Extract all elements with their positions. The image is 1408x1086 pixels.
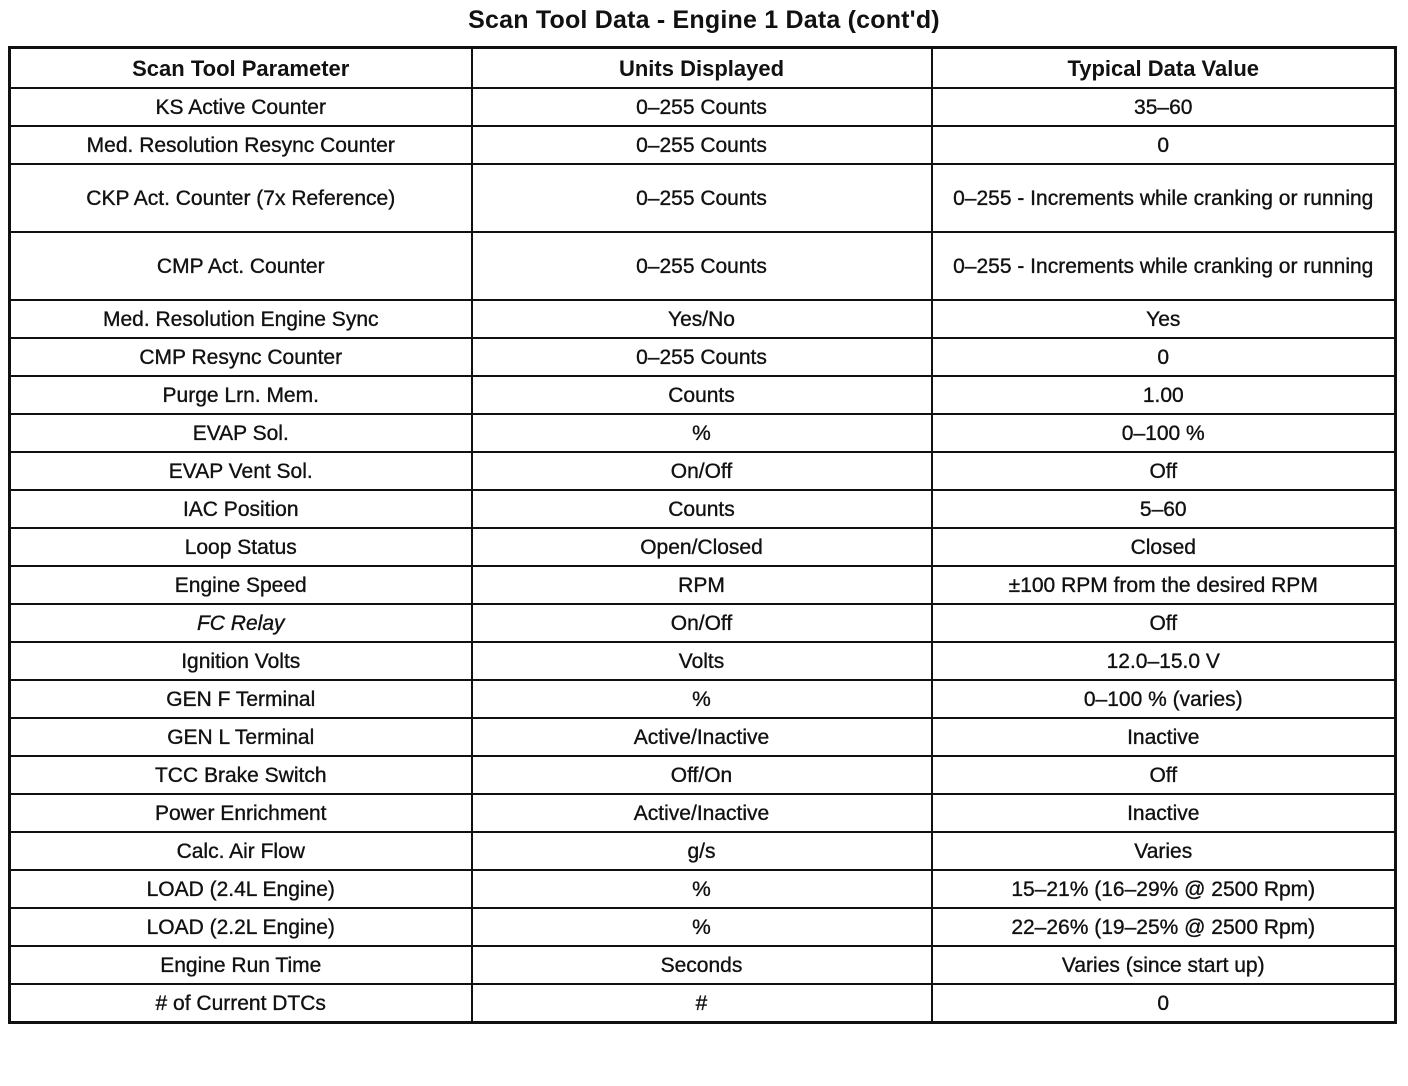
scan-tool-table-container — [8, 46, 1394, 1024]
parameter-cell: CMP Act. Counter — [10, 232, 472, 300]
column-header-parameter: Scan Tool Parameter — [10, 48, 472, 89]
units-cell: 0–255 Counts — [472, 232, 932, 300]
table-row — [10, 604, 1396, 642]
parameter-cell: Engine Speed — [10, 566, 472, 604]
parameter-cell: LOAD (2.4L Engine) — [10, 870, 472, 908]
typical-value-cell: Inactive — [932, 718, 1396, 756]
typical-value-cell: 0–100 % — [932, 414, 1396, 452]
parameter-cell: EVAP Sol. — [10, 414, 472, 452]
parameter-cell: IAC Position — [10, 490, 472, 528]
units-cell: Seconds — [472, 946, 932, 984]
typical-value-cell: 12.0–15.0 V — [932, 642, 1396, 680]
units-cell: % — [472, 680, 932, 718]
units-cell: Active/Inactive — [472, 718, 932, 756]
parameter-cell: TCC Brake Switch — [10, 756, 472, 794]
units-cell: 0–255 Counts — [472, 88, 932, 126]
parameter-cell: GEN L Terminal — [10, 718, 472, 756]
table-row — [10, 126, 1396, 164]
table-row — [10, 452, 1396, 490]
units-cell: Off/On — [472, 756, 932, 794]
typical-value-cell: 1.00 — [932, 376, 1396, 414]
typical-value-cell: 35–60 — [932, 88, 1396, 126]
table-row — [10, 88, 1396, 126]
scan-tool-data-table — [8, 46, 1397, 1024]
column-header-units: Units Displayed — [472, 48, 932, 89]
table-row — [10, 338, 1396, 376]
table-row — [10, 832, 1396, 870]
table-row — [10, 528, 1396, 566]
parameter-cell: Ignition Volts — [10, 642, 472, 680]
table-row — [10, 642, 1396, 680]
units-cell: g/s — [472, 832, 932, 870]
units-cell: Counts — [472, 490, 932, 528]
page-title: Scan Tool Data - Engine 1 Data (cont'd) — [468, 6, 940, 34]
units-cell: Volts — [472, 642, 932, 680]
typical-value-cell: Varies — [932, 832, 1396, 870]
table-row — [10, 756, 1396, 794]
parameter-cell: # of Current DTCs — [10, 984, 472, 1023]
table-row — [10, 870, 1396, 908]
table-body — [10, 88, 1396, 1023]
units-cell: 0–255 Counts — [472, 126, 932, 164]
table-row — [10, 376, 1396, 414]
table-row — [10, 984, 1396, 1023]
typical-value-cell: ±100 RPM from the desired RPM — [932, 566, 1396, 604]
parameter-cell: Loop Status — [10, 528, 472, 566]
typical-value-cell: 0 — [932, 984, 1396, 1023]
units-cell: Counts — [472, 376, 932, 414]
units-cell: 0–255 Counts — [472, 338, 932, 376]
typical-value-cell: Off — [932, 756, 1396, 794]
typical-value-cell: Off — [932, 604, 1396, 642]
typical-value-cell: Inactive — [932, 794, 1396, 832]
typical-value-cell: Yes — [932, 300, 1396, 338]
typical-value-cell: 0–255 - Increments while cranking or running — [932, 164, 1396, 232]
typical-value-cell: 5–60 — [932, 490, 1396, 528]
table-row — [10, 908, 1396, 946]
typical-value-cell: Closed — [932, 528, 1396, 566]
typical-value-cell: 0–255 - Increments while cranking or running — [932, 232, 1396, 300]
table-row — [10, 414, 1396, 452]
parameter-cell: Med. Resolution Engine Sync — [10, 300, 472, 338]
parameter-cell: LOAD (2.2L Engine) — [10, 908, 472, 946]
units-cell: On/Off — [472, 452, 932, 490]
parameter-cell: Purge Lrn. Mem. — [10, 376, 472, 414]
units-cell: Yes/No — [472, 300, 932, 338]
typical-value-cell: 15–21% (16–29% @ 2500 Rpm) — [932, 870, 1396, 908]
units-cell: Open/Closed — [472, 528, 932, 566]
table-row — [10, 232, 1396, 300]
parameter-cell: Calc. Air Flow — [10, 832, 472, 870]
parameter-cell: Med. Resolution Resync Counter — [10, 126, 472, 164]
parameter-cell: Power Enrichment — [10, 794, 472, 832]
parameter-cell: Engine Run Time — [10, 946, 472, 984]
units-cell: % — [472, 908, 932, 946]
units-cell: On/Off — [472, 604, 932, 642]
units-cell: % — [472, 870, 932, 908]
units-cell: 0–255 Counts — [472, 164, 932, 232]
typical-value-cell: 0–100 % (varies) — [932, 680, 1396, 718]
table-row — [10, 300, 1396, 338]
units-cell: # — [472, 984, 932, 1023]
typical-value-cell: 0 — [932, 338, 1396, 376]
table-row — [10, 718, 1396, 756]
table-row — [10, 946, 1396, 984]
parameter-cell: KS Active Counter — [10, 88, 472, 126]
typical-value-cell: 22–26% (19–25% @ 2500 Rpm) — [932, 908, 1396, 946]
typical-value-cell: Off — [932, 452, 1396, 490]
units-cell: % — [472, 414, 932, 452]
parameter-cell: EVAP Vent Sol. — [10, 452, 472, 490]
typical-value-cell: Varies (since start up) — [932, 946, 1396, 984]
units-cell: RPM — [472, 566, 932, 604]
table-row — [10, 566, 1396, 604]
units-cell: Active/Inactive — [472, 794, 932, 832]
table-row — [10, 164, 1396, 232]
table-row — [10, 680, 1396, 718]
parameter-cell: GEN F Terminal — [10, 680, 472, 718]
typical-value-cell: 0 — [932, 126, 1396, 164]
table-row — [10, 490, 1396, 528]
table-row — [10, 794, 1396, 832]
parameter-cell: FC Relay — [10, 604, 472, 642]
column-header-typical-value: Typical Data Value — [932, 48, 1396, 89]
parameter-cell: CMP Resync Counter — [10, 338, 472, 376]
parameter-cell: CKP Act. Counter (7x Reference) — [10, 164, 472, 232]
table-header-row — [10, 48, 1396, 89]
